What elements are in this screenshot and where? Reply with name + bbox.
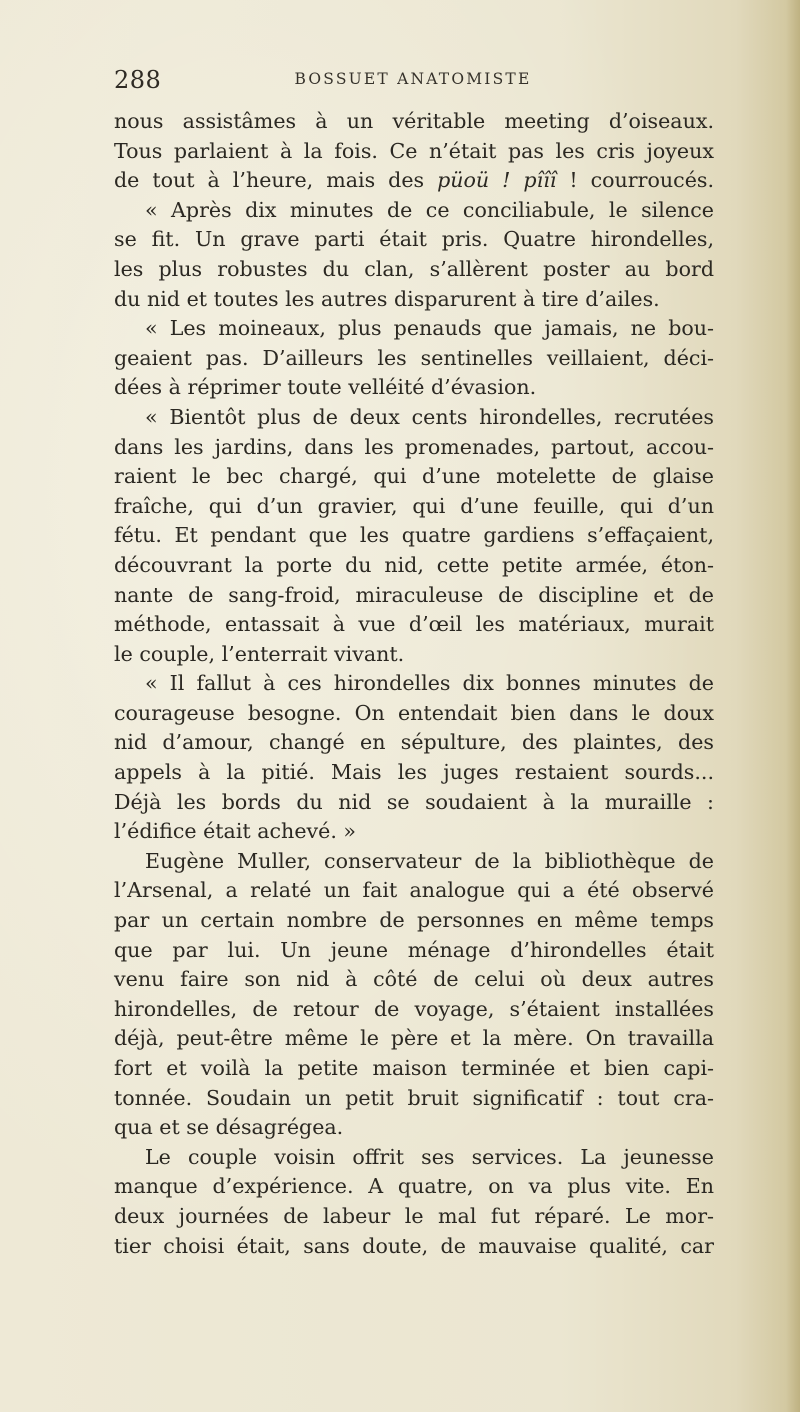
page-edge-shadow bbox=[786, 0, 800, 1412]
text-line: l’Arsenal, a relaté un fait analogue qui a été observé bbox=[114, 878, 714, 903]
running-head: BOSSUET ANATOMISTE bbox=[294, 70, 532, 88]
text-line: se fit. Un grave parti était pris. Quatre hirondelles, bbox=[114, 227, 714, 252]
text-line: raient le bec chargé, qui d’une motelette de glaise bbox=[114, 464, 714, 489]
text-line: les plus robustes du clan, s’allèrent poster au bord bbox=[114, 256, 714, 281]
text-line: tonnée. Soudain un petit bruit significatif : tout cra- bbox=[114, 1085, 714, 1110]
text-line: « Après dix minutes de ce conciliabule, le silence bbox=[145, 197, 714, 222]
text-line-segment: de tout à l’heure, mais des bbox=[114, 168, 438, 193]
text-line: le couple, l’enterrait vivant. bbox=[114, 641, 405, 666]
text-line: Tous parlaient à la fois. Ce n’était pas les cris joyeux bbox=[114, 138, 714, 163]
text-line: nante de sang-froid, miraculeuse de discipline et de bbox=[114, 582, 714, 607]
text-line: fraîche, qui d’un gravier, qui d’une feuille, qui d’un bbox=[114, 493, 714, 518]
text-line: appels à la pitié. Mais les juges restaient sourds... bbox=[114, 760, 714, 785]
italic-phrase: püoü ! pîîî bbox=[437, 168, 557, 193]
text-line: l’édifice était achevé. » bbox=[114, 819, 357, 844]
text-line: que par lui. Un jeune ménage d’hirondelles était bbox=[114, 937, 714, 962]
text-line: venu faire son nid à côté de celui où deux autres bbox=[114, 967, 714, 992]
text-line: manque d’expérience. A quatre, on va plus vite. En bbox=[114, 1174, 714, 1199]
text-line: fétu. Et pendant que les quatre gardiens s’effaçaient, bbox=[114, 523, 714, 548]
text-line: fort et voilà la petite maison terminée et bien capi- bbox=[114, 1056, 714, 1080]
text-line: dées à réprimer toute velléité d’évasion. bbox=[114, 375, 537, 400]
text-line: dans les jardins, dans les promenades, partout, accou- bbox=[114, 434, 714, 459]
text-line: Déjà les bords du nid se soudaient à la muraille : bbox=[114, 789, 714, 814]
text-line: « Il fallut à ces hirondelles dix bonnes minutes de bbox=[145, 671, 714, 696]
text-line: tier choisi était, sans doute, de mauvaise qualité, car bbox=[114, 1233, 714, 1258]
text-line: Eugène Muller, conservateur de la bibliothèque de bbox=[145, 848, 714, 873]
text-line: découvrant la porte du nid, cette petite armée, éton- bbox=[114, 552, 714, 577]
text-line: qua et se désagrégea. bbox=[114, 1115, 344, 1140]
text-line: du nid et toutes les autres disparurent à tire d’ailes. bbox=[114, 286, 660, 311]
text-line bbox=[114, 166, 714, 196]
text-line: hirondelles, de retour de voyage, s’étaient installées bbox=[114, 996, 714, 1021]
page-header bbox=[114, 66, 712, 106]
text-line: « Bientôt plus de deux cents hirondelles, recrutées bbox=[145, 404, 714, 429]
text-line: déjà, peut-être même le père et la mère. On travailla bbox=[114, 1026, 714, 1051]
body-text bbox=[114, 107, 714, 1261]
text-line: par un certain nombre de personnes en même temps bbox=[114, 908, 714, 933]
text-line: courageuse besogne. On entendait bien dans le doux bbox=[114, 700, 714, 725]
text-line: nid d’amour, changé en sépulture, des plaintes, des bbox=[114, 730, 714, 755]
text-line: méthode, entassait à vue d’œil les matériaux, murait bbox=[114, 612, 714, 637]
text-line: geaient pas. D’ailleurs les sentinelles veillaient, déci- bbox=[114, 345, 714, 370]
text-line: « Les moineaux, plus penauds que jamais, ne bou- bbox=[145, 316, 714, 341]
text-line: nous assistâmes à un véritable meeting d’oiseaux. bbox=[114, 109, 714, 133]
text-line: deux journées de labeur le mal fut réparé. Le mor- bbox=[114, 1203, 714, 1228]
page-number: 288 bbox=[114, 66, 162, 94]
text-line: Le couple voisin offrit ses services. La jeunesse bbox=[145, 1144, 714, 1169]
text-line-segment: ! courroucés. bbox=[556, 168, 714, 193]
